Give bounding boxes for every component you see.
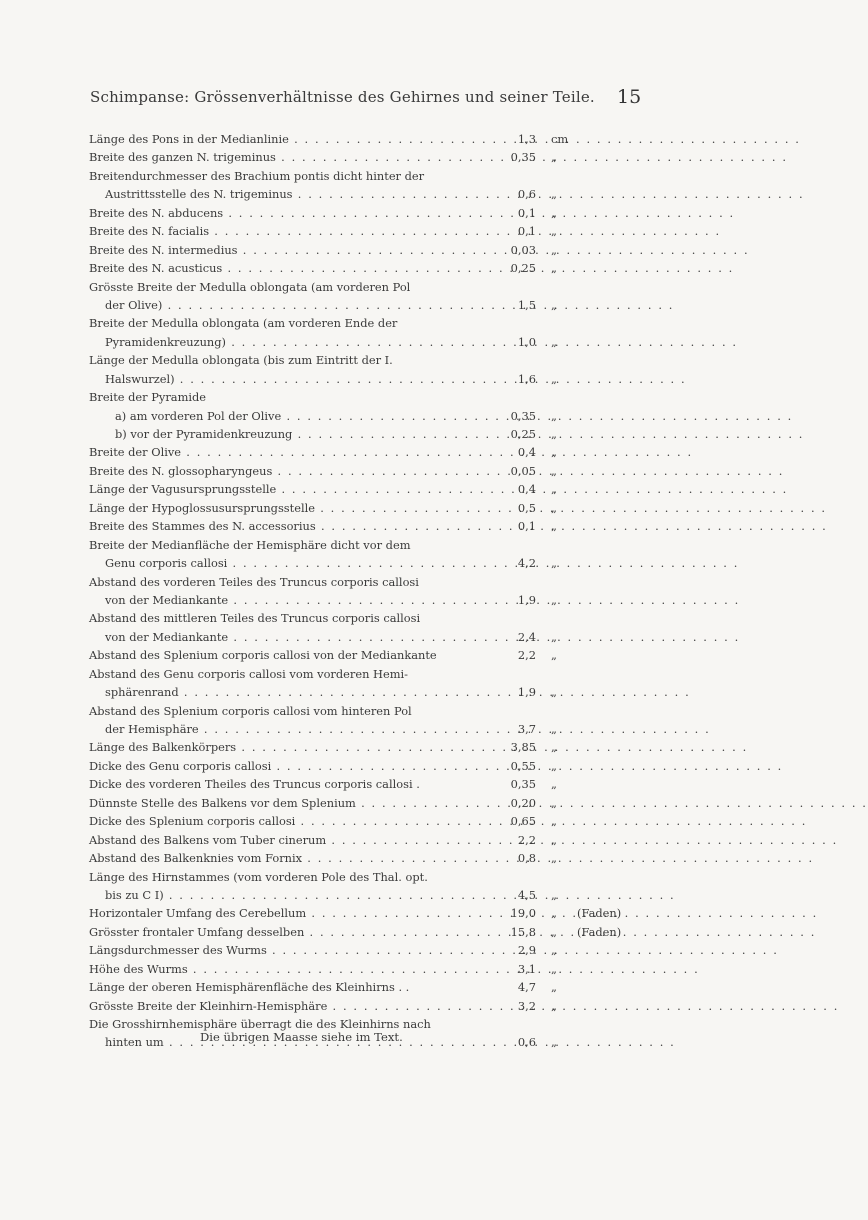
entry-unit: „	[551, 1035, 557, 1050]
measurement-entry	[89, 222, 801, 240]
entry-label: Länge der Medulla oblongata (bis zum Eintritt der I.	[89, 353, 393, 368]
entry-label: von der Mediankante . . .	[105, 630, 740, 644]
entry-line	[89, 941, 557, 959]
entry-value: 15,8	[510, 924, 536, 939]
measurement-entry	[89, 960, 801, 978]
measurement-entry	[89, 480, 801, 498]
entry-value: 0,1	[517, 519, 536, 534]
entry-line	[89, 314, 801, 332]
entry-unit: „	[551, 592, 557, 607]
entry-value: 0,1	[517, 205, 536, 220]
entry-unit: „	[551, 906, 557, 921]
measurement-entry	[89, 1015, 801, 1052]
measurement-entry	[89, 351, 801, 388]
entry-unit: „	[551, 832, 557, 847]
entry-unit: „	[551, 629, 557, 644]
entry-unit: „	[551, 408, 557, 423]
entry-label: Dicke des Splenium corporis callosi . . .	[89, 814, 807, 828]
entry-label: a) am vorderen Pol der Olive . . .	[115, 409, 793, 423]
entry-value: 3,7	[517, 722, 536, 736]
footnote: Die übrigen Maasse siehe im Text.	[200, 1030, 403, 1044]
entry-line	[89, 480, 557, 498]
entry-value: 1,6	[517, 371, 536, 386]
entry-label: Länge des Hirnstammes (vom vorderen Pole des Thal. opt.	[89, 869, 428, 884]
entry-value: 0,8	[517, 851, 536, 866]
entry-label: Breite der Pyramide	[89, 390, 207, 405]
entry-value: 0,1	[517, 224, 536, 239]
entry-unit: „	[551, 887, 557, 902]
entry-unit: „	[551, 685, 557, 700]
entry-line	[89, 609, 801, 627]
entry-unit: „	[551, 924, 557, 939]
entry-label: hinten um . . .	[105, 1035, 675, 1049]
entry-unit: „	[551, 500, 557, 515]
measurement-entry	[89, 499, 801, 517]
entry-value: 19,0	[510, 906, 536, 921]
entry-value: 2,2	[517, 648, 536, 663]
entry-value: 0,5	[517, 500, 536, 515]
entry-label: Abstand des Balkens vom Tuber cinerum . . .	[89, 833, 838, 847]
measurement-entry	[89, 757, 801, 775]
entry-line	[89, 443, 557, 461]
entry-line	[89, 407, 557, 425]
entry-line	[89, 388, 801, 406]
entry-value: 0,05	[510, 463, 536, 478]
entry-label: Horizontaler Umfang des Cerebellum . . .	[89, 906, 818, 920]
measurement-entry	[89, 609, 801, 646]
entry-line	[89, 868, 801, 886]
entry-value: 0,65	[510, 814, 536, 829]
entry-value: 1,9	[517, 592, 536, 607]
entry-unit: „	[551, 851, 557, 866]
entry-label: Länge der Hypoglossusursprungsstelle . . .	[89, 501, 827, 515]
measurement-entry	[89, 941, 801, 959]
entry-value: 3,85	[510, 740, 536, 755]
entry-value: 4,2	[517, 556, 536, 571]
entry-label: Dicke des Genu corporis callosi . . .	[89, 759, 783, 773]
entry-label: Abstand des Splenium corporis callosi vom hinteren Pol	[89, 703, 412, 718]
entry-line	[89, 462, 557, 480]
entry-unit: „	[551, 519, 557, 534]
entry-label: Breite des Stammes des N. accessorius . . .	[89, 519, 827, 533]
entry-label: Dicke des vorderen Theiles des Truncus corporis callosi .	[89, 777, 420, 792]
measurement-entry	[89, 314, 801, 351]
entry-label: der Hemisphäre . . .	[105, 722, 710, 736]
entry-label: Länge des Balkenkörpers . . .	[89, 740, 748, 754]
measurement-entry	[89, 738, 801, 756]
entry-label: Breite des N. intermedius . . .	[89, 243, 749, 257]
entry-value: 2,4	[517, 629, 536, 644]
entry-unit: „	[551, 943, 557, 958]
entry-line	[89, 241, 557, 259]
entry-line	[89, 812, 557, 830]
measurement-entry	[89, 167, 801, 204]
page-number: 15	[617, 86, 642, 108]
entry-line	[89, 499, 557, 517]
entry-value: 0,35	[510, 777, 536, 792]
measurement-entry	[89, 775, 801, 793]
entry-line	[89, 573, 801, 591]
entry-value: 4,5	[517, 887, 536, 902]
entry-label: Dünnste Stelle des Balkens vor dem Splenium . . .	[89, 796, 868, 810]
measurement-entry	[89, 923, 801, 941]
entry-line	[89, 923, 622, 941]
entry-label: b) vor der Pyramidenkreuzung . . .	[115, 427, 804, 441]
entry-value: 3,2	[517, 998, 536, 1013]
measurement-entry	[89, 425, 801, 443]
entry-line	[89, 886, 557, 904]
entry-label: Breite des N. facialis . . .	[89, 224, 721, 238]
entry-unit: „	[551, 187, 557, 202]
entry-line	[89, 130, 569, 148]
measurement-entry	[89, 849, 801, 867]
entry-unit: „	[551, 334, 557, 349]
entry-unit: „	[551, 205, 557, 220]
entry-unit: „	[551, 463, 557, 478]
entry-line	[89, 1015, 801, 1033]
entry-label: Breite des N. acusticus . . .	[89, 261, 734, 275]
entry-label: Länge des Pons in der Medianlinie . . .	[89, 132, 801, 146]
measurement-entry	[89, 388, 801, 406]
measurement-entry	[89, 665, 801, 702]
measurement-entry	[89, 517, 801, 535]
entry-value: 0,25	[510, 261, 536, 276]
entry-label: Abstand des mittleren Teiles des Truncus corporis callosi	[89, 611, 421, 626]
entry-line	[89, 646, 801, 664]
entry-label: sphärenrand . . .	[105, 685, 690, 699]
entry-line	[89, 702, 801, 720]
entry-label: Grösste Breite der Kleinhirn-Hemisphäre . . .	[89, 999, 839, 1013]
entry-label: Grösste Breite der Medulla oblongata (am vorderen Pol	[89, 279, 411, 294]
measurement-table	[89, 130, 801, 1052]
entry-line	[89, 333, 557, 351]
entry-line	[89, 997, 557, 1015]
entry-line	[89, 628, 557, 646]
entry-unit: „	[551, 224, 557, 239]
measurement-entry	[89, 462, 801, 480]
entry-line	[89, 757, 557, 775]
entry-line	[89, 775, 801, 793]
entry-note: (Faden)	[577, 906, 622, 921]
entry-line	[89, 148, 557, 166]
entry-line	[89, 683, 557, 701]
entry-line	[89, 720, 557, 738]
entry-label: Halswurzel) . . .	[105, 372, 686, 386]
entry-unit: „	[551, 261, 557, 276]
entry-value: 0,6	[517, 1035, 536, 1050]
measurement-entry	[89, 978, 801, 996]
entry-value: 0,55	[510, 758, 536, 773]
entry-value: 0,4	[517, 445, 536, 460]
entry-label: Breite des N. glossopharyngeus . . .	[89, 464, 784, 478]
entry-label: Breitendurchmesser des Brachium pontis dicht hinter der	[89, 168, 425, 183]
entry-line	[89, 167, 801, 185]
entry-value: 2,2	[517, 832, 536, 847]
entry-line	[89, 831, 557, 849]
measurement-entry	[89, 443, 801, 461]
entry-line	[89, 536, 801, 554]
entry-value: 0,20	[510, 795, 536, 810]
entry-unit: „	[551, 758, 557, 773]
entry-line	[89, 222, 557, 240]
measurement-entry	[89, 241, 801, 259]
entry-line	[89, 259, 557, 277]
measurement-entry	[89, 904, 801, 922]
entry-value: 3,1	[517, 961, 536, 976]
entry-line	[89, 978, 801, 996]
entry-unit: „	[551, 445, 557, 460]
entry-value: 2,9	[517, 943, 536, 958]
measurement-entry	[89, 997, 801, 1015]
entry-unit: „	[551, 242, 557, 257]
measurement-entry	[89, 130, 801, 148]
entry-unit: „	[551, 556, 557, 571]
measurement-entry	[89, 794, 801, 812]
measurement-entry	[89, 204, 801, 222]
entry-label: Abstand des Splenium corporis callosi von der Mediankante	[89, 648, 437, 663]
entry-unit: „	[551, 482, 557, 497]
measurement-entry	[89, 407, 801, 425]
entry-line	[89, 185, 557, 203]
entry-label: Austrittsstelle des N. trigeminus . . .	[105, 187, 804, 201]
entry-value: 0,35	[510, 150, 536, 165]
entry-value: 0,35	[510, 408, 536, 423]
entry-line	[89, 591, 557, 609]
entry-value: 1,5	[517, 297, 536, 312]
entry-unit: „	[551, 998, 557, 1013]
entry-unit: „	[551, 150, 557, 165]
entry-unit: „	[551, 371, 557, 386]
entry-label: von der Mediankante . . .	[105, 593, 740, 607]
entry-unit: „	[551, 795, 557, 810]
entry-line	[89, 960, 557, 978]
entry-unit: „	[551, 722, 557, 736]
measurement-entry	[89, 702, 801, 739]
entry-unit: „	[551, 777, 557, 792]
entry-label: Abstand des vorderen Teiles des Truncus corporis callosi	[89, 574, 419, 589]
measurement-entry	[89, 573, 801, 610]
entry-value: 1,0	[517, 334, 536, 349]
entry-label: Breite der Medianfläche der Hemisphäre dicht vor dem	[89, 537, 411, 552]
measurement-entry	[89, 646, 801, 664]
entry-line	[89, 849, 557, 867]
measurement-entry	[89, 259, 801, 277]
entry-label: Grösster frontaler Umfang desselben . . .	[89, 925, 816, 939]
entry-line	[89, 296, 557, 314]
entry-unit: „	[551, 961, 557, 976]
entry-label: Längsdurchmesser des Wurms . . .	[89, 943, 778, 957]
entry-line	[89, 665, 801, 683]
entry-value: 4,7	[517, 980, 536, 995]
entry-unit: „	[551, 427, 557, 441]
entry-line	[89, 425, 557, 443]
entry-value: 0,4	[517, 482, 536, 497]
entry-label: bis zu C I) . . .	[105, 888, 675, 902]
entry-label: Breite der Olive . . .	[89, 445, 693, 459]
running-header: Schimpanse: Grössenverhältnisse des Gehirnes und seiner Teile.	[90, 88, 595, 106]
entry-value: 1,9	[517, 685, 536, 700]
entry-value: 0,6	[517, 187, 536, 202]
entry-value: 0,25	[510, 427, 536, 441]
entry-line	[89, 204, 557, 222]
entry-label: der Olive) . . .	[105, 298, 674, 312]
entry-note: (Faden)	[577, 924, 622, 939]
entry-line	[89, 554, 557, 572]
measurement-entry	[89, 278, 801, 315]
entry-unit: „	[551, 297, 557, 312]
entry-label: Länge der Vagusursprungsstelle . . .	[89, 482, 788, 496]
entry-label: Genu corporis callosi . . .	[105, 556, 739, 570]
entry-line	[89, 278, 801, 296]
entry-value: 1,3	[517, 132, 536, 146]
entry-label: Breite des ganzen N. trigeminus . . .	[89, 150, 788, 164]
entry-label: Breite des N. abducens . . .	[89, 206, 735, 220]
entry-unit: „	[551, 980, 557, 995]
entry-label: Höhe des Wurms . . .	[89, 962, 699, 976]
measurement-entry	[89, 536, 801, 573]
entry-unit: cm	[551, 132, 569, 146]
entry-line	[89, 351, 801, 369]
entry-unit: „	[551, 814, 557, 829]
entry-label: Breite der Medulla oblongata (am vorderen Ende der	[89, 316, 398, 331]
measurement-entry	[89, 868, 801, 905]
entry-line	[89, 370, 557, 388]
entry-unit: „	[551, 648, 557, 663]
entry-unit: „	[551, 740, 557, 755]
entry-label: Abstand des Balkenknies vom Fornix . . .	[89, 851, 814, 865]
entry-line	[89, 517, 557, 535]
entry-label: Die Grosshirnhemisphäre überragt die des Kleinhirns nach	[89, 1017, 431, 1031]
measurement-entry	[89, 812, 801, 830]
measurement-entry	[89, 148, 801, 166]
entry-line	[89, 794, 557, 812]
entry-label: Abstand des Genu corporis callosi vom vorderen Hemi-	[89, 666, 409, 681]
measurement-entry	[89, 831, 801, 849]
entry-label: Länge der oberen Hemisphärenfläche des Kleinhirns . .	[89, 980, 410, 995]
entry-line	[89, 738, 557, 756]
entry-line	[89, 904, 622, 922]
entry-label: Pyramidenkreuzung) . . .	[105, 335, 738, 349]
entry-value: 0,03	[510, 242, 536, 257]
